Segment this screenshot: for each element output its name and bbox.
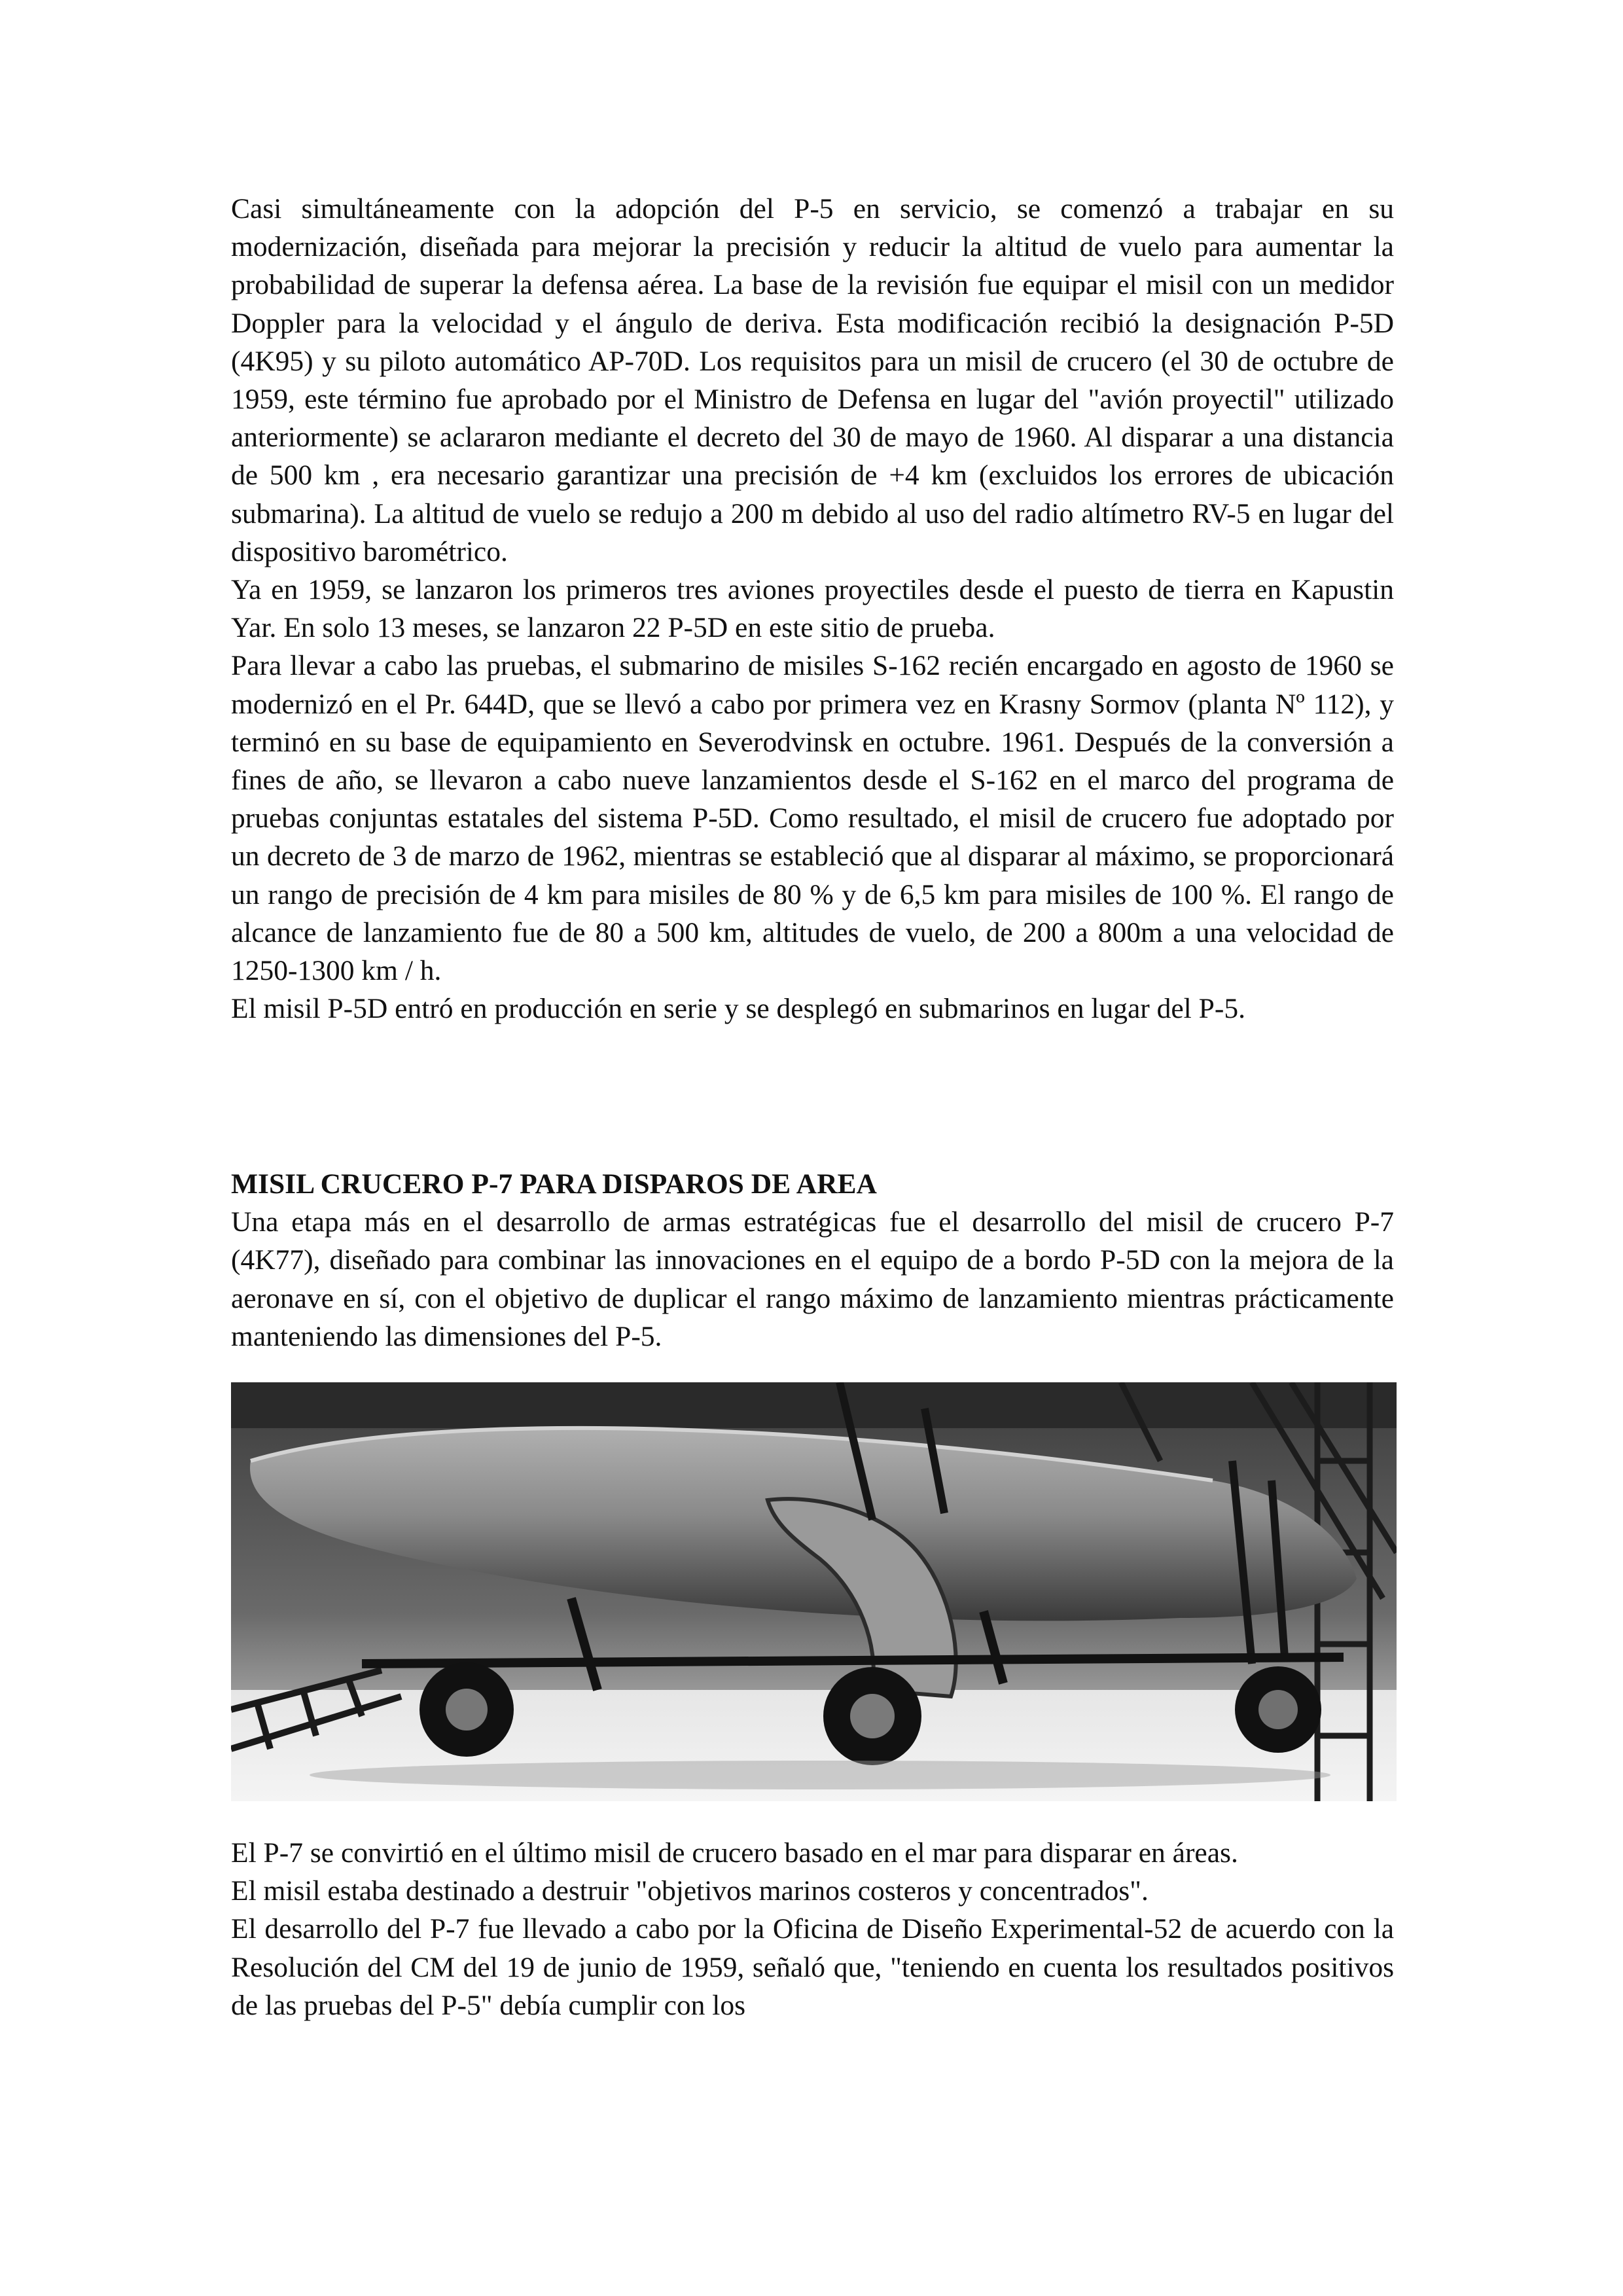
paragraph: Para llevar a cabo las pruebas, el submarino de misiles S-162 recién encargado en agosto de 1960 se modernizó en el Pr. 644D, que se llevó a cabo por primera vez en Krasny Sormov (planta Nº 112), y terminó en su base de equipamiento en Severodvinsk en octubre. 1961. Después de la conversión a fines de año, se llevaron a cabo nueve lanzamientos desde el S-162 en el marco del programa de pruebas conjuntas estatales del sistema P-5D. Como resultado, el misil de crucero fue adoptado por un decreto de 3 de marzo de 1962, mientras se estableció que al disparar al máximo, se proporcionará un rango de precisión de 4 km para misiles de 80 % y de 6,5 km para misiles de 100 %. El rango de alcance de lanzamiento fue de 80 a 500 km, altitudes de vuelo, de 200 a 800m a una velocidad de 1250-1300 km / h. bbox=[231, 650, 1394, 987]
section-heading: MISIL CRUCERO P-7 PARA DISPAROS DE AREA bbox=[231, 1168, 877, 1200]
text-block-p7-development bbox=[231, 1834, 1394, 2024]
text-block-p7 bbox=[231, 1165, 1394, 1355]
paragraph: Ya en 1959, se lanzaron los primeros tres aviones proyectiles desde el puesto de tierra en Kapustin Yar. En solo 13 meses, se lanzaron 22 P-5D en este sitio de prueba. bbox=[231, 574, 1394, 644]
paragraph: Una etapa más en el desarrollo de armas estratégicas fue el desarrollo del misil de crucero P-7 (4K77), diseñado para combinar las innovaciones en el equipo de a bordo P-5D con la mejora de la aeronave en sí, con el objetivo de duplicar el rango máximo de lanzamiento mientras prácticamente manteniendo las dimensiones del P-5. bbox=[231, 1206, 1394, 1352]
text-block-p5d bbox=[231, 190, 1394, 1028]
missile-photo bbox=[231, 1382, 1397, 1801]
missile-photo-icon bbox=[231, 1382, 1397, 1801]
paragraph: El desarrollo del P-7 fue llevado a cabo por la Oficina de Diseño Experimental-52 de acuerdo con la Resolución del CM del 19 de junio de 1959, señaló que, "teniendo en cuenta los resultados positivos de las pruebas del P-5" debía cumplir con los bbox=[231, 1913, 1394, 2021]
paragraph: El misil P-5D entró en producción en serie y se desplegó en submarinos en lugar del P-5. bbox=[231, 993, 1245, 1025]
paragraph: El misil estaba destinado a destruir "objetivos marinos costeros y concentrados". bbox=[231, 1875, 1149, 1907]
paragraph: El P-7 se convirtió en el último misil de crucero basado en el mar para disparar en áreas. bbox=[231, 1837, 1238, 1869]
paragraph: Casi simultáneamente con la adopción del P-5 en servicio, se comenzó a trabajar en su modernización, diseñada para mejorar la precisión y reducir la altitud de vuelo para aumentar la probabilidad de superar la defensa aérea. La base de la revisión fue equipar el misil con un medidor Doppler para la velocidad y el ángulo de deriva. Esta modificación recibió la designación P-5D (4K95) y su piloto automático AP-70D. Los requisitos para un misil de crucero (el 30 de octubre de 1959, este término fue aprobado por el Ministro de Defensa en lugar del "avión proyectil" utilizado anteriormente) se aclararon mediante el decreto del 30 de mayo de 1960. Al disparar a una distancia de 500 km , era necesario garantizar una precisión de +4 km (excluidos los errores de ubicación submarina). La altitud de vuelo se redujo a 200 m debido al uso del radio altímetro RV-5 en lugar del dispositivo barométrico. bbox=[231, 193, 1394, 567]
